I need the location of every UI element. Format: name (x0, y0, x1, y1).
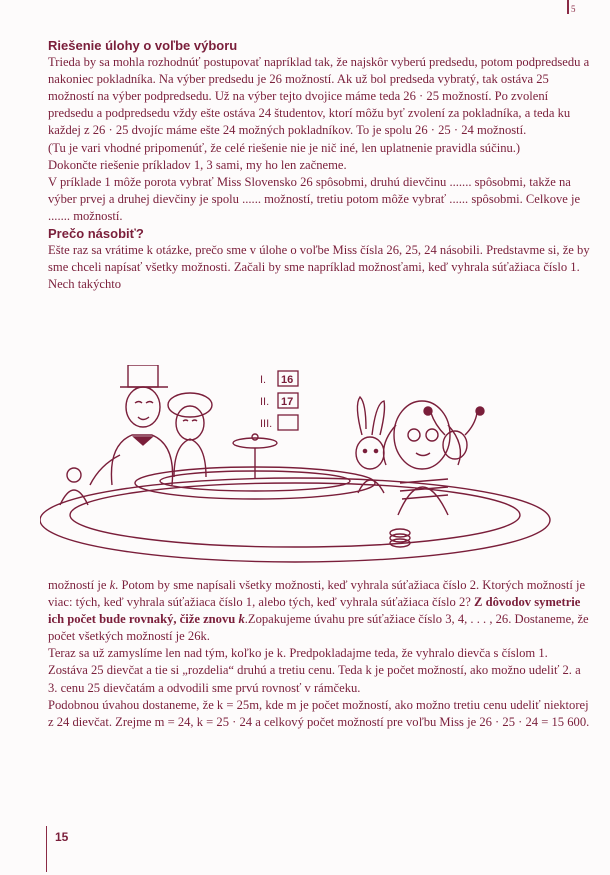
top-hat (128, 365, 158, 387)
section-heading-why-multiply: Prečo násobiť? (48, 226, 144, 242)
croupier-head (126, 387, 160, 427)
paragraph-why-multiply: Ešte raz sa vrátime k otázke, prečo sme v úlohe o voľbe Miss čísla 26, 25, 24 násobili. Predstavme si, že by sme chceli napísať všetky možnosti. Začali by sme napríklad možnosťami, keď vyhrala súťažiaca číslo 1. Nech takýchto (48, 243, 590, 292)
scoreboard-row-1-value: 16 (281, 374, 294, 386)
page-number-rule (46, 826, 47, 872)
corner-glyph: 5 (571, 4, 576, 14)
page-content-bottom (48, 577, 590, 731)
scoreboard-row-3-label: III. (260, 418, 273, 430)
paragraph-solution: Trieda by sa mohla rozhodnúť postupovať napríklad tak, že najskôr vyberú predsedu, potom podpredsedu a nakoniec pokladníka. Na výber predsedu je 26 možností. Ak už bol predseda vybratý, tak ostáva 25 možností na výber podpredsedu. Už na výber tejto dvojice máme teda 26 · 25 možností. Po zvolení predsedu a podpredsedu vždy ešte ostáva 24 študentov, ktorí môžu byť zvolení za pokladníka, a teda ku každej z 26 · 25 dvojíc máme ešte 24 možných pokladníkov. To je spolu 26 · 25 · 24 možností. (48, 55, 590, 138)
scoreboard-row-1-label: I. (260, 374, 267, 386)
rabbit-ear-right (372, 401, 385, 435)
page-number: 15 (55, 830, 69, 844)
paragraph-miss-example: V príklade 1 môže porota vybrať Miss Slovensko 26 spôsobmi, druhú dievčinu ....... spôsobmi, takže na výber prvej a druhej dievčiny je spolu ...... možností, tretiu potom môže vybrať ...... spôsobmi. Celkove je ....... možností. (48, 174, 581, 223)
roulette-illustration (40, 365, 585, 570)
scoreboard (260, 371, 298, 430)
page-content (48, 37, 590, 293)
girl-head (394, 401, 450, 469)
scoreboard-row-2-label: II. (260, 396, 270, 408)
paragraph-symmetry: možností je k. Potom by sme napísali všetky možnosti, keď vyhrala súťažiaca číslo 2. Ktorých možností je viac: tých, keď vyhrala súťažiaca číslo 1, alebo tých, keď vyhrala súťažiaca číslo 2? Z dôvodov symetrie ich počet bude rovnaký, čiže znovu k.Zopakujeme úvahu pre súťažiace číslo 3, 4, . . . , 26. Dostaneme, že počet všetkých možností je 26k. (48, 578, 589, 644)
paragraph-final-result: Podobnou úvahou dostaneme, že k = 25m, kde m je počet možností, ako možno tretiu cenu udeliť niektorej z 24 dievčat. Zrejme m = 24, k = 25 · 24 a celkový počet možností pre voľbu Miss je 26 · 25 · 24 = 15 600. (48, 697, 590, 729)
rabbit-ear-left (357, 397, 366, 435)
paragraph-compute-k: Teraz sa už zamyslíme len nad tým, koľko je k. Predpokladajme teda, že vyhralo dievča s číslom 1. Zostáva 25 dievčat a tie si „rozdelia“ druhú a tretiu cenu. Teda k je počet možností, ako možno udeliť 2. a 3. cenu 25 dievčatám a odvodili sme prvú rovnosť v rámčeku. (48, 646, 581, 695)
lady-hat (168, 393, 212, 417)
paragraph-product-rule-note: (Tu je vari vhodné pripomenúť, že celé riešenie nie je nič iné, len uplatnenie pravidla súčinu.) (48, 140, 521, 155)
paragraph-exercise-prompt: Dokončte riešenie príkladov 1, 3 sami, my ho len začneme. (48, 157, 347, 172)
scoreboard-row-2-value: 17 (281, 396, 294, 408)
section-heading-committee-solution: Riešenie úlohy o voľbe výboru (48, 38, 238, 53)
corner-rule (567, 0, 569, 14)
